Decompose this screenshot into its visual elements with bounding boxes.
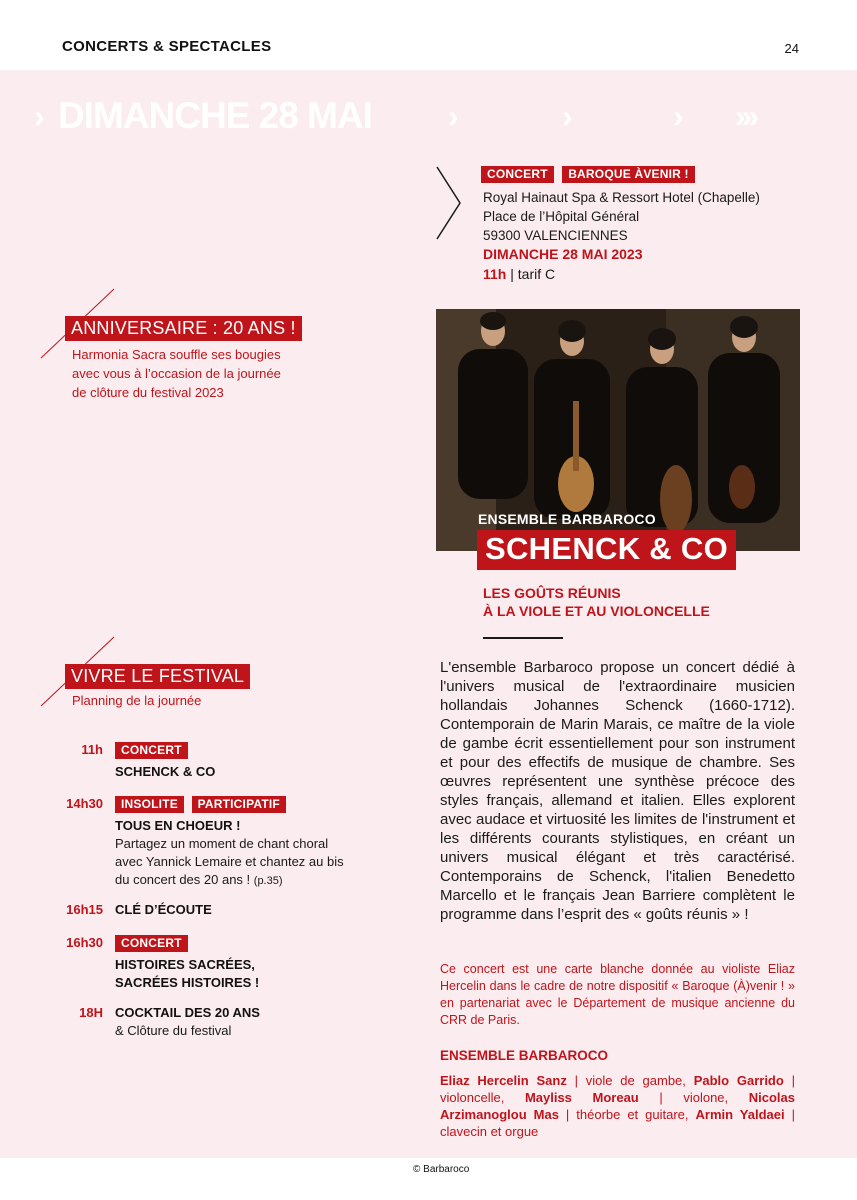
page-number: 24 <box>784 41 799 56</box>
schedule-time: 11h <box>81 742 103 757</box>
anniversary-title: ANNIVERSAIRE : 20 ANS ! <box>65 316 302 341</box>
member-name: Mayliss Moreau <box>524 1090 639 1105</box>
venue-street: Place de l’Hôpital Général <box>483 209 640 224</box>
tag-concert: CONCERT <box>115 742 188 759</box>
tag-baroque-avenir: BAROQUE ÀVENIR ! <box>562 166 695 183</box>
page-reference: (p.35) <box>253 875 283 887</box>
schedule-row <box>115 741 415 781</box>
event-time <box>483 266 555 282</box>
schedule-title: TOUS EN CHOEUR ! <box>115 818 241 833</box>
section-header: CONCERTS & SPECTACLES <box>62 38 272 55</box>
event-date: DIMANCHE 28 MAI 2023 <box>483 246 643 262</box>
schedule-row <box>115 934 415 992</box>
chevron-right-icon: › <box>34 98 45 134</box>
concert-title: SCHENCK & CO <box>477 530 736 570</box>
venue-name: Royal Hainaut Spa & Ressort Hotel (Chapelle) <box>483 190 760 205</box>
subtitle-line: À LA VIOLE ET AU VIOLONCELLE <box>483 603 710 619</box>
ensemble-members: Eliaz Hercelin Sanz | viole de gambe, Pablo Garrido | violoncelle, Mayliss Moreau | violone, Nicolas Arzimanoglou Mas | théorbe et guitare, Armin Yaldaei | clavecin et orgue <box>440 1073 795 1139</box>
event-price: | tarif C <box>510 266 556 282</box>
schedule-text: Partagez un moment de chant choral avec Yannick Lemaire et chantez au bis du concert des 20 ans ! <box>115 836 344 887</box>
divider <box>483 637 563 639</box>
festival-title: VIVRE LE FESTIVAL <box>65 664 250 689</box>
ensemble-heading: ENSEMBLE BARBAROCO <box>440 1048 609 1063</box>
concert-subtitle <box>483 584 710 620</box>
tag-concert: CONCERT <box>481 166 554 183</box>
member-role: théorbe et guitare, <box>576 1107 689 1122</box>
member-role: clavecin et orgue <box>440 1124 539 1139</box>
schedule-title: SACRÉES HISTOIRES ! <box>115 975 260 990</box>
photo-credit: © Barbaroco <box>413 1164 470 1175</box>
date-banner: DIMANCHE 28 MAI <box>58 95 372 136</box>
schedule-time: 16h15 <box>66 902 103 917</box>
chevron-right-icon: › <box>673 98 684 134</box>
member-role: violoncelle, <box>440 1090 505 1105</box>
schedule-title: CLÉ D’ÉCOUTE <box>115 902 212 917</box>
schedule-time: 18H <box>79 1005 103 1020</box>
schedule-description <box>115 835 345 890</box>
tag-participatif: PARTICIPATIF <box>192 796 286 813</box>
schedule-time: 14h30 <box>66 796 103 811</box>
schedule-text: & Clôture du festival <box>115 1023 232 1038</box>
anniversary-line: avec vous à l’occasion de la journée <box>72 366 281 381</box>
triple-chevron-icon: ››› <box>735 98 755 134</box>
festival-subtitle: Planning de la journée <box>72 693 202 708</box>
chevron-decoration-icon <box>434 165 464 241</box>
member-name: Armin Yaldaei <box>695 1107 785 1122</box>
member-name: Eliaz Hercelin Sanz <box>440 1073 567 1088</box>
schedule-row <box>115 795 415 890</box>
event-tags <box>481 165 699 183</box>
schedule-row <box>115 1004 415 1040</box>
tag-concert: CONCERT <box>115 935 188 952</box>
member-role: viole de gambe, <box>585 1073 686 1088</box>
member-name: Nicolas Arzimanoglou Mas <box>440 1090 795 1122</box>
concert-description: L'ensemble Barbaroco propose un concert dédié à l'univers musical de l'extraordinaire musicien hollandais Johannes Schenck (1660-1712). Contemporain de Marin Marais, ce maître de la viole de gambe écrit essentiellement pour son instrument et pour des effectifs de musique de chambre. Ses œuvres représentent une synthèse précoce des styles français, allemand et italien. Elles explorent avec audace et virtuosité les limites de l'instrument et les différents courants stylistiques, en créant un univers musical élégant et très caractérisé. Contemporains de Schenck, l'italien Benedetto Marcello et le français Jean Barriere complètent le programme dans l’esprit des « goûts réunis » ! <box>440 659 795 923</box>
ensemble-label: ENSEMBLE BARBAROCO <box>478 511 656 527</box>
venue-city: 59300 VALENCIENNES <box>483 228 628 243</box>
chevron-right-icon: › <box>562 98 573 134</box>
subtitle-line: LES GOÛTS RÉUNIS <box>483 585 621 601</box>
venue-address <box>483 188 760 245</box>
schedule-row <box>115 901 415 919</box>
member-role: violone, <box>683 1090 729 1105</box>
event-hour: 11h <box>483 266 507 282</box>
schedule-time: 16h30 <box>66 935 103 950</box>
anniversary-text <box>72 345 332 402</box>
schedule-title: COCKTAIL DES 20 ANS <box>115 1005 260 1020</box>
partnership-note: Ce concert est une carte blanche donnée au violiste Eliaz Hercelin dans le cadre de notre dispositif « Baroque (À)venir ! » en partenariat avec le Département de musique ancienne du CRR de Paris. <box>440 962 795 1027</box>
anniversary-line: de clôture du festival 2023 <box>72 385 224 400</box>
tag-insolite: INSOLITE <box>115 796 184 813</box>
schedule-title: SCHENCK & CO <box>115 764 216 779</box>
chevron-right-icon: › <box>448 98 459 134</box>
member-name: Pablo Garrido <box>693 1073 784 1088</box>
anniversary-line: Harmonia Sacra souffle ses bougies <box>72 347 281 362</box>
schedule-title: HISTOIRES SACRÉES, <box>115 957 255 972</box>
